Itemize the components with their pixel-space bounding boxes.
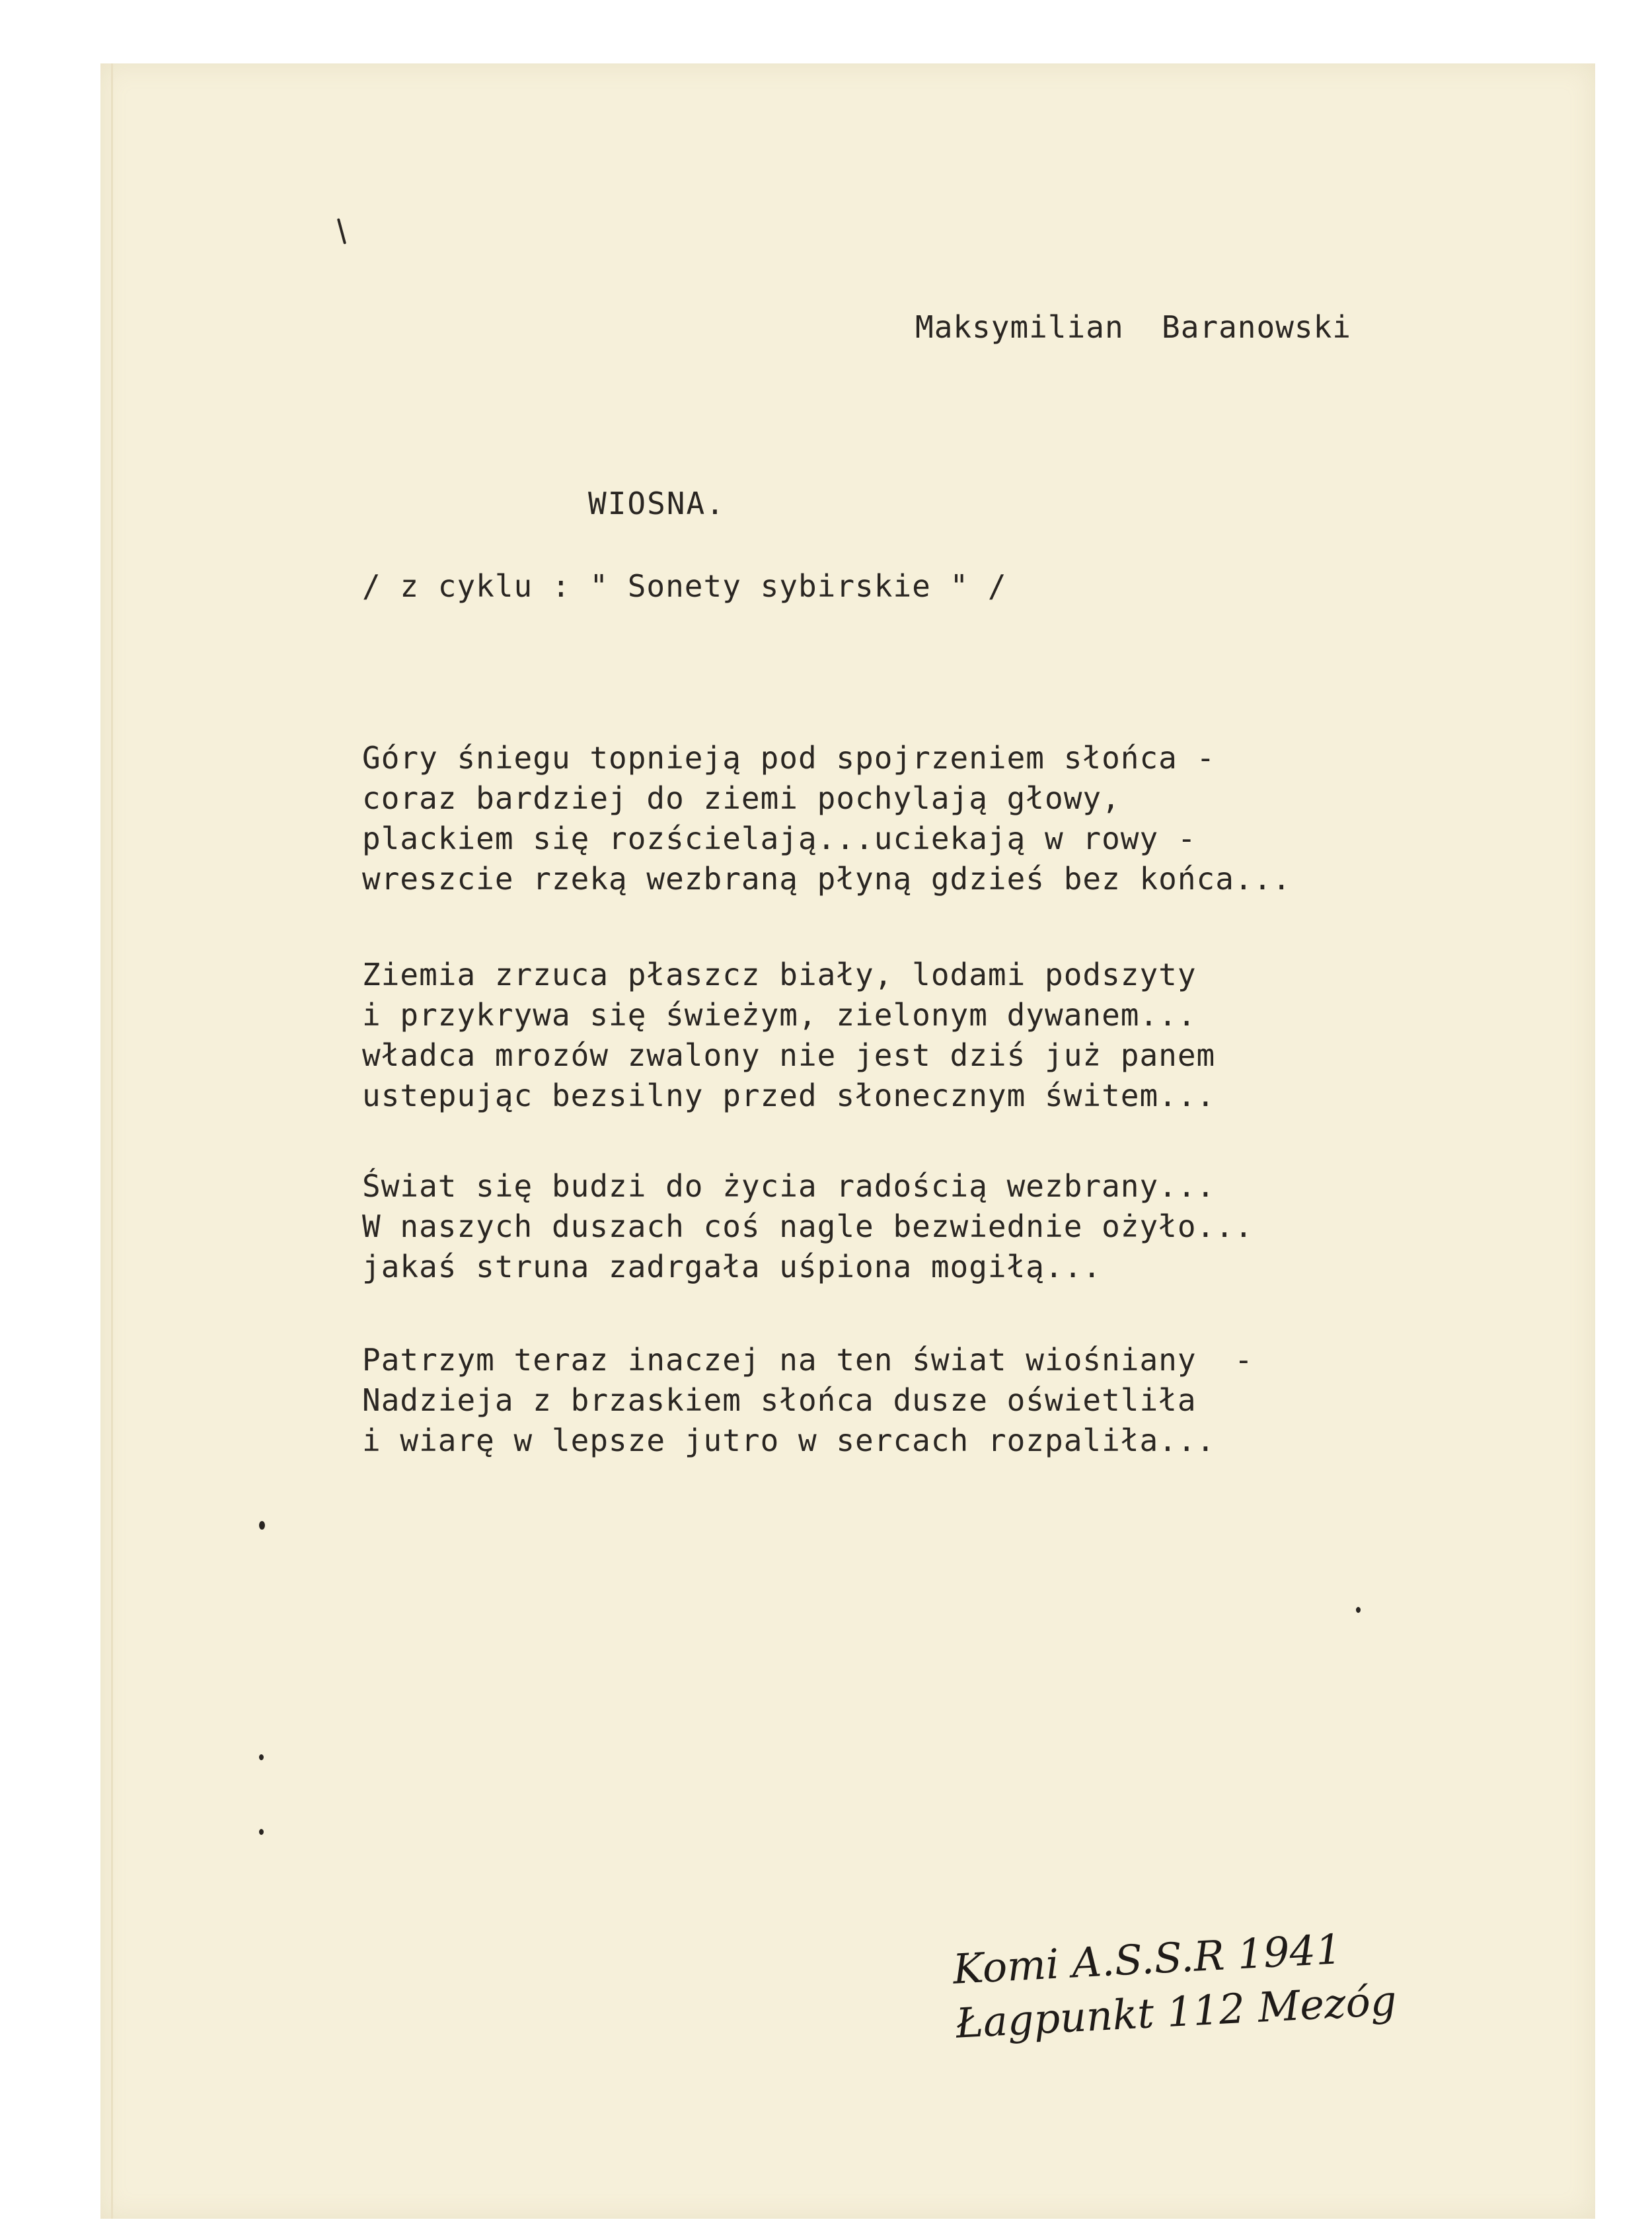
author-name: Maksymilian Baranowski <box>915 309 1351 345</box>
poem-line: plackiem się rozścielają...uciekają w rowy - <box>362 821 1197 856</box>
poem-line: i wiarę w lepsze jutro w sercach rozpaliła... <box>362 1423 1216 1458</box>
poem-line: Patrzym teraz inaczej na ten świat wiośniany - <box>362 1342 1254 1378</box>
poem-line: Nadzieja z brzaskiem słońca dusze oświetliła <box>362 1382 1197 1418</box>
poem-line: ustepując bezsilny przed słonecznym świtem... <box>362 1078 1216 1113</box>
poem-line: Ziemia zrzuca płaszcz biały, lodami podszyty <box>362 957 1197 992</box>
ink-speck <box>259 1521 265 1530</box>
poem-line: wreszcie rzeką wezbraną płyną gdzieś bez końca... <box>362 861 1292 897</box>
poem-line: coraz bardziej do ziemi pochylają głowy, <box>362 780 1121 816</box>
poem-line: jakaś struna zadrgała uśpiona mogiłą... <box>362 1249 1102 1284</box>
stanza-3 <box>362 1166 1254 1287</box>
stanza-2 <box>362 955 1215 1116</box>
stanza-1 <box>362 738 1291 899</box>
ink-speck <box>259 1754 264 1760</box>
poem-line: Świat się budzi do życia radością wezbrany... <box>362 1168 1216 1204</box>
handwritten-line-1: Komi A.S.S.R 1941 <box>952 1925 1343 1993</box>
poem-line: Góry śniegu topnieją pod spojrzeniem słońca - <box>362 740 1216 776</box>
handwritten-line-2: Łagpunkt 112 Mezóg <box>954 1976 1398 2048</box>
handwritten-annotation <box>952 1919 1398 2051</box>
page-fold-line <box>111 63 113 2219</box>
typewritten-page <box>100 63 1595 2219</box>
poem-cycle-subtitle: / z cyklu : " Sonety sybirskie " / <box>362 568 1007 604</box>
ink-speck <box>259 1829 264 1835</box>
stanza-4 <box>362 1340 1254 1461</box>
ink-speck <box>1356 1607 1361 1613</box>
poem-line: W naszych duszach coś nagle bezwiednie ożyło... <box>362 1209 1254 1244</box>
poem-line: i przykrywa się świeżym, zielonym dywanem... <box>362 997 1197 1033</box>
poem-title: WIOSNA. <box>588 486 726 521</box>
poem-line: władca mrozów zwalony nie jest dziś już panem <box>362 1037 1216 1073</box>
